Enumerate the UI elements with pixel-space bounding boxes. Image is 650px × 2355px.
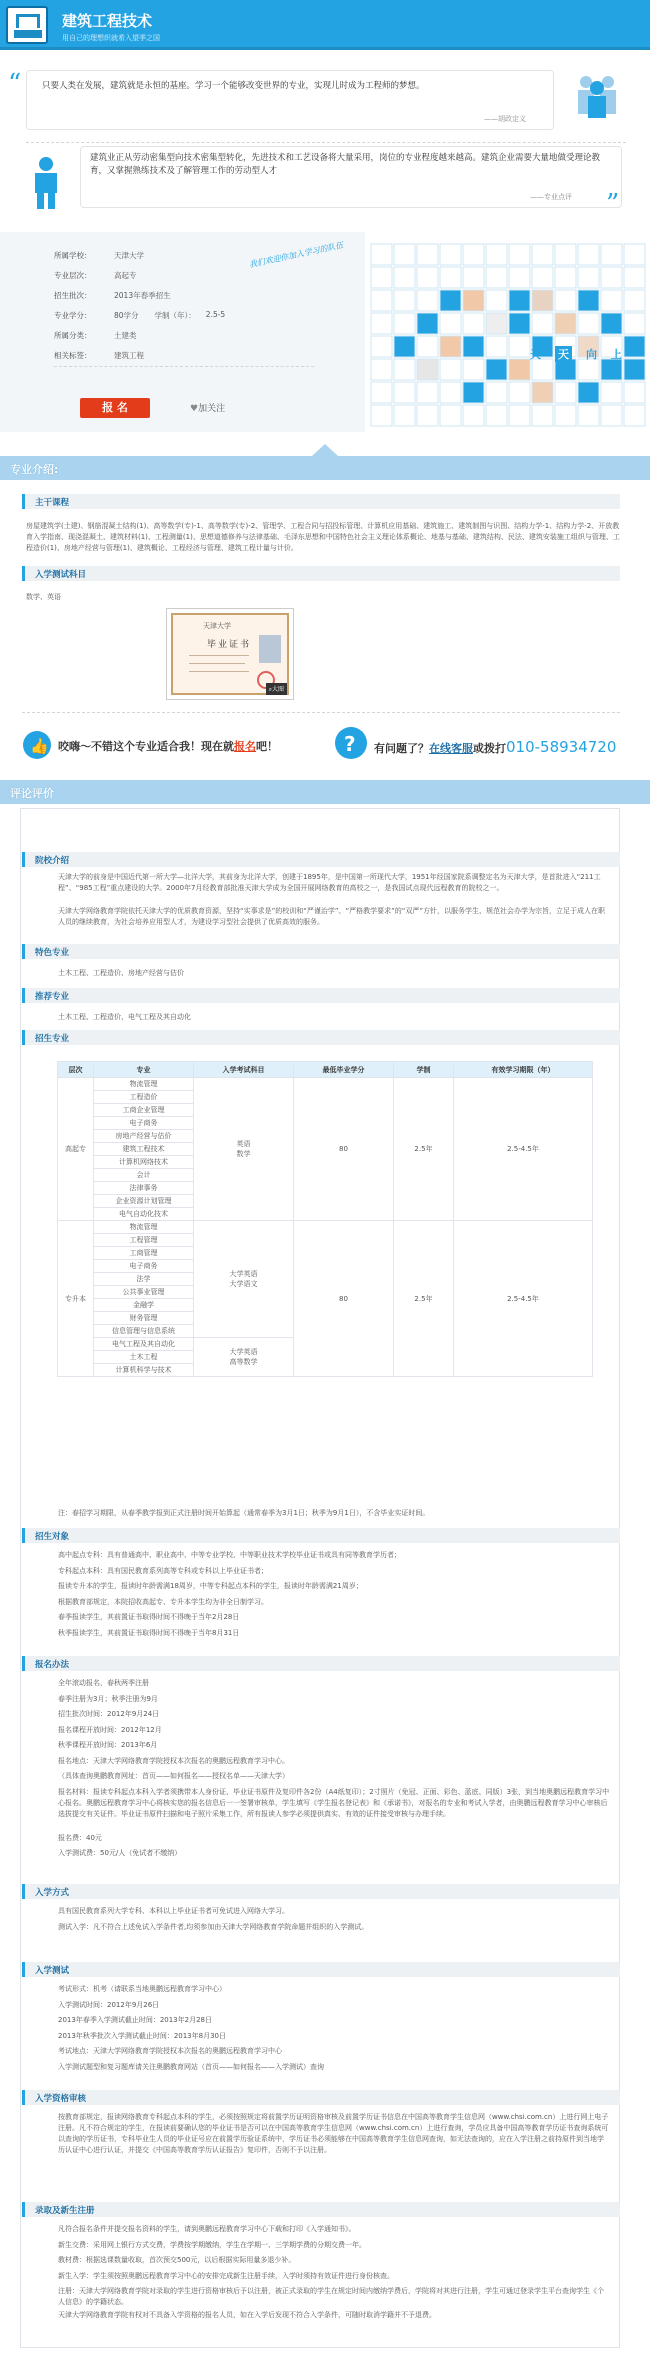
student-photo — [440, 336, 461, 357]
grid-cell — [555, 290, 576, 311]
grid-cell — [486, 405, 507, 426]
page-title: 建筑工程技术 — [62, 12, 153, 30]
major-cell: 法学 — [94, 1273, 194, 1286]
student-photo — [417, 359, 438, 380]
grid-cell — [486, 290, 507, 311]
major-cell: 工商企业管理 — [94, 1104, 194, 1117]
svg-text:👍: 👍 — [30, 737, 49, 755]
grid-cell — [440, 290, 461, 311]
grid-cell — [371, 267, 392, 288]
grid-cell — [509, 405, 530, 426]
divider — [22, 712, 620, 714]
grid-cell — [417, 336, 438, 357]
heart-icon: ♥ — [190, 404, 199, 414]
promo-bar: 👍 咬嗨～不错这个专业适合我！现在就报名吧！ ? 有问题了？在线客服或拨打010-58934720 — [22, 720, 620, 770]
divider — [26, 142, 626, 144]
quote-author: ——胡政定义 — [484, 115, 526, 123]
student-photo — [486, 313, 507, 334]
divider — [54, 366, 314, 368]
phone-number: 010-58934720 — [506, 738, 617, 756]
apply-button[interactable]: 报 名 — [80, 398, 150, 418]
major-cell: 计算机科学与技术 — [94, 1364, 194, 1377]
grid-cell — [624, 405, 645, 426]
search-icon: ⌕ — [268, 686, 272, 693]
grid-cell — [624, 382, 645, 403]
qualify-text: 按教育部规定，报读网络教育专科起点本科的学生，必须按照规定将前置学历证明资格审核及前置学历证书信息在中国高等教育学生信息网（www.chsi.com.cn）上进行网上电子注册。凡不符合规定的学生，在报读前要确认您的毕业证书是否可以在中国高等教育学生信息网（www.chsi.com.cn）上进行查询，学员应具备中国高等教育学历证书查询系统可以查询的学历证书，专科毕业生人员的毕业证号应在前置学历验证系统中，学历证书必须能够在中国高等教育学生信息网查询，如无法查询的，应在入学注册之前持原件到当地学历认证中心进行认证，并提交《中国高等教育学历认证报告》复印件，否则不予以注册。 — [58, 2113, 609, 2154]
grid-cell — [624, 359, 645, 380]
grid-cell — [578, 313, 599, 334]
question-icon — [334, 726, 368, 762]
grid-cell — [486, 244, 507, 265]
grid-cell — [394, 290, 415, 311]
grid-cell — [624, 336, 645, 357]
grid-cell — [578, 267, 599, 288]
quote-text: 只要人类在发展，建筑就是永恒的基座。学习一个能够改变世界的专业，实现儿时成为工程师的梦想。 — [42, 81, 425, 91]
grid-cell — [624, 313, 645, 334]
grid-cell — [601, 290, 622, 311]
major-cell: 工商管理 — [94, 1247, 194, 1260]
test-list: 考试形式：机考（请联系当地奥鹏远程教育学习中心） 入学测试时间：2012年9月26日 2013年春季入学测试截止时间：2013年2月28日 2013年秋季批次入学测试截止时间：2013年8月30日 考试地点：天津大学网络教育学院授权本次报名的奥鹏远程教育学习中心 入学测试题型和复习题库请关注奥鹏教育网站（首页——如何报名——入学测试）查询 — [58, 1985, 324, 2071]
favorite-button[interactable]: ♥加关注 — [190, 404, 226, 414]
grid-cell — [371, 244, 392, 265]
major-cell: 物流管理 — [94, 1221, 194, 1234]
years-cell: 2.5年 — [394, 1221, 454, 1377]
page-header — [0, 0, 650, 50]
grid-cell — [555, 382, 576, 403]
subheading-majors: 招生专业 — [22, 1030, 620, 1045]
quote-open-icon — [8, 70, 28, 94]
grid-cell — [624, 244, 645, 265]
major-cell: 金融学 — [94, 1299, 194, 1312]
info-row-level: 专业层次： 高起专 — [54, 271, 137, 280]
grid-cell — [440, 405, 461, 426]
quote-close-icon — [606, 190, 626, 216]
grid-cell — [371, 405, 392, 426]
subheading-method: 入学方式 — [22, 1884, 620, 1899]
grid-cell — [555, 267, 576, 288]
grid-cell — [371, 313, 392, 334]
grid-cell — [601, 313, 622, 334]
credit-cell: 80 — [294, 1221, 394, 1377]
grid-cell — [417, 244, 438, 265]
exam-cell: 大学英语 高等数学 — [194, 1338, 294, 1377]
subheading-school: 院校介绍 — [22, 852, 620, 867]
promo-apply-link[interactable]: 报名 — [234, 740, 256, 753]
student-photo — [509, 359, 530, 380]
grid-cell — [371, 359, 392, 380]
grid-cell — [486, 336, 507, 357]
recommended-text: 土木工程、工程造价、电气工程及其自动化 — [58, 1013, 191, 1021]
major-cell: 公共事业管理 — [94, 1286, 194, 1299]
subheading-admit: 录取及新生注册 — [22, 2202, 620, 2217]
review-author: ——专业点评 — [530, 193, 572, 201]
grid-cell — [509, 267, 530, 288]
table-header-row: 层次 专业 入学考试科目 最低毕业学分 学制 有效学习期限（年） — [58, 1062, 593, 1078]
section-header-comments: 评论评价 — [0, 780, 650, 804]
credit-cell: 80 — [294, 1078, 394, 1221]
photo-grid-svg — [365, 232, 650, 432]
subheading-exam: 入学测试科目 — [22, 566, 620, 581]
grid-cell — [371, 382, 392, 403]
grid-slogan: 天 天 向 上 — [530, 348, 622, 361]
major-cell: 电子商务 — [94, 1117, 194, 1130]
grid-cell — [624, 267, 645, 288]
major-cell: 电气工程及其自动化 — [94, 1338, 194, 1351]
grid-cell — [509, 313, 530, 334]
subheading-featured: 特色专业 — [22, 944, 620, 959]
method-list: 具有国民教育系列大学专科、本科以上毕业证书者可免试进入网络大学习。 测试入学：凡不符合上述免试入学条件者,均须参加由天津大学网络教育学院命题并组织的入学测试。 — [58, 1907, 369, 1931]
thumbs-up-icon — [22, 730, 52, 762]
exam-subjects: 数学、英语 — [26, 593, 61, 601]
online-service-link[interactable]: 在线客服 — [429, 742, 473, 755]
svg-text:“: “ — [8, 70, 22, 94]
grid-cell — [578, 382, 599, 403]
grid-cell — [417, 313, 438, 334]
building-logo-icon — [6, 6, 48, 44]
svg-text:?: ? — [344, 732, 356, 756]
grid-cell — [463, 336, 484, 357]
zoom-button[interactable]: ⌕大图 — [266, 683, 287, 695]
info-row-category: 所属分类： 土建类 — [54, 331, 137, 340]
info-row-batch: 招生批次： 2013年春季招生 — [54, 291, 171, 300]
grid-cell — [394, 382, 415, 403]
grid-cell — [509, 336, 530, 357]
promo-text: 咬嗨～不错这个专业适合我！现在就 — [58, 740, 234, 753]
grid-cell — [578, 405, 599, 426]
apply-list: 全年滚动报名，春秋两季注册 春季注册为3月；秋季注册为9月 招生批次时间：2012年9月24日 报名课程开放时间：2012年12月 秋季课程开放时间：2013年6月 报名地点：天津大学网络教育学院授权本次报名的奥鹏远程教育学习中心。 （具体查询奥鹏教育网址：首页——如何报名——授权名单——天津大学） 报名材料：报读专科起点本科入学者须携带本人身份证、毕业证书原件及复印件各2份（A4纸复印）；2寸照片（免冠、正面、彩色、蓝底、同版）3张，到当地奥鹏远程教育学习中心报名。奥鹏远程教育学习中心将核实您的报名信息后一一签署审核单，学生填写《学生报名登记表》和《承诺书》，对报名的专业和考试入学者，由奥鹏远程教育学习中心审核后选拔提交有关证件。毕业证书原件扫描和电子照片采集工作，所有报读人参学必须提供真实、有效的证件接受审核与办理手续。 报名费：40元 入学测试费：50元/人（免试者不缴纳） — [58, 1679, 610, 1857]
svg-text:”: ” — [606, 190, 620, 214]
major-cell: 建筑工程技术 — [94, 1143, 194, 1156]
photo-grid — [365, 232, 650, 432]
subheading-qualify: 入学资格审核 — [22, 2090, 620, 2105]
grid-cell — [394, 244, 415, 265]
grid-cell — [417, 267, 438, 288]
grid-cell — [509, 244, 530, 265]
featured-text: 土木工程、工程造价、房地产经营与估价 — [58, 969, 184, 977]
major-cell: 电气自动化技术 — [94, 1208, 194, 1221]
subheading-recommended: 推荐专业 — [22, 988, 620, 1003]
info-row-tags: 相关标签： 建筑工程 — [54, 351, 144, 360]
page-subtitle: 用自己的理想织就希入望季之国 — [62, 34, 160, 42]
grid-cell — [463, 313, 484, 334]
grid-cell — [624, 290, 645, 311]
person-icon — [28, 156, 64, 212]
grid-cell — [532, 359, 553, 380]
slogan-text: 我们欢迎你加入学习的队伍 — [248, 240, 345, 270]
school-intro-2: 天津大学网络教育学院依托天津大学的优质教育资源，坚持“实事求是”的校训和“严谨治学”、“严格教学要求”的“双严”方针，以服务学生、规范社会办学为宗旨，立足于成人在职人员的继续教育，为社会培养应用型人才，为建设学习型社会提供了优质高效的服务。 — [58, 907, 606, 926]
grid-cell — [463, 382, 484, 403]
grid-cell — [463, 405, 484, 426]
student-photo — [555, 313, 576, 334]
major-cell: 计算机网络技术 — [94, 1156, 194, 1169]
major-cell: 电子商务 — [94, 1260, 194, 1273]
grid-cell — [555, 359, 576, 380]
grid-cell — [440, 313, 461, 334]
grid-cell — [440, 267, 461, 288]
grid-cell — [555, 405, 576, 426]
grid-cell — [394, 405, 415, 426]
grid-cell — [371, 336, 392, 357]
period-cell: 2.5-4.5年 — [454, 1221, 593, 1377]
grid-cell — [601, 267, 622, 288]
student-photo — [532, 382, 553, 403]
grid-cell — [532, 313, 553, 334]
major-cell: 工程管理 — [94, 1234, 194, 1247]
grid-cell — [394, 359, 415, 380]
grid-cell — [509, 382, 530, 403]
grid-cell — [578, 244, 599, 265]
targets-list: 高中起点专科：具有普通高中、职业高中、中等专业学校、中等职业技术学校毕业证书或具有同等教育学历者； 专科起点本科：具有国民教育系列高等专科或专科以上毕业证书者； 报读专升本的学生，报读时年龄需满18周岁，中等专科起点本科的学生，报读时年龄需满21周岁； 根据教育部规定，本院招收高起专、专升本学生均为非全日制学习。 春季报读学生，其前置证书取得时间不得晚于当年2月28日 秋季报读学生，其前置证书取得时间不得晚于当年8月31日 — [58, 1551, 401, 1637]
grid-cell — [532, 244, 553, 265]
grid-cell — [394, 313, 415, 334]
major-cell: 会计 — [94, 1169, 194, 1182]
grid-cell — [601, 382, 622, 403]
student-photo — [532, 290, 553, 311]
grid-cell — [555, 244, 576, 265]
admit-list: 凡符合报名条件并提交报名资料的学生，请到奥鹏远程教育学习中心下载和打印《入学通知书》。 新生交费：采用网上银行方式交费，学费按学期缴纳，学生在学期一、三学期学费的分期交费一年。 教材费：根据选课数量收取，首次预交500元，以后根据实际用量多退少补。 新生入学：学生须按照奥鹏远程教育学习中心的安排完成新生注册手续，入学时须持有效证件进行身份核查。 注册：天津大学网络教育学院对录取的学生进行资格审核后予以注册，被正式录取的学生在规定时间内缴纳学费后，学院将对其进行注册，学生可通过登录学生平台查询学生《个人信息》的学籍状态。 天津大学网络教育学院有权对不具备入学资格的报名人员，如在入学后发现不符合入学条件，可随时取消学籍并不予退费。 — [58, 2225, 604, 2319]
years-cell: 2.5年 — [394, 1078, 454, 1221]
level-cell: 高起专 — [58, 1078, 94, 1221]
major-cell: 房地产经营与估价 — [94, 1130, 194, 1143]
student-photo — [463, 290, 484, 311]
school-intro-1: 天津大学的前身是中国近代第一所大学—北洋大学，其前身为北洋大学，创建于1895年，是中国第一所现代大学，1951年经国家院系调整定名为天津大学，是首批进入“211工程”、“985工程”重点建设的大学。2000年7月经教育部批准天津大学成为全国开展网络教育的高校之一，是我国试点现代远程教育的院校之一。 — [58, 873, 601, 892]
major-cell: 财务管理 — [94, 1312, 194, 1325]
grid-cell — [463, 244, 484, 265]
cert-photo — [259, 635, 281, 663]
grid-cell — [578, 290, 599, 311]
cert-school: 天津大学 — [203, 622, 231, 630]
grid-cell — [394, 267, 415, 288]
grid-cell — [440, 382, 461, 403]
table-note: 注：春招学习期限，从春季教学报到正式注册时间开始算起（通常春季为3月1日；秋季为9月1日），不含毕业实证时间。 — [58, 1509, 430, 1517]
info-row-credit: 专业学分： 80学分 学制（年）： 2.5-5 — [54, 310, 226, 320]
major-cell: 工程造价 — [94, 1091, 194, 1104]
grid-cell — [417, 382, 438, 403]
major-cell: 物流管理 — [94, 1078, 194, 1091]
major-cell: 土木工程 — [94, 1351, 194, 1364]
people-group-icon — [570, 74, 624, 120]
grid-cell — [486, 382, 507, 403]
grid-cell — [440, 359, 461, 380]
grid-cell — [601, 405, 622, 426]
grid-cell — [486, 359, 507, 380]
subheading-targets: 招生对象 — [22, 1528, 620, 1543]
majors-table — [57, 1061, 593, 1377]
table-row — [58, 1221, 593, 1234]
table-row — [58, 1078, 593, 1091]
grid-cell — [486, 267, 507, 288]
courses-text: 房屋建筑学(土建)、钢筋混凝土结构(1)、高等数学(专)-1、高等数学(专)-2、管理学、工程合同与招投标管理、计算机应用基础、建筑施工、建筑制图与识图、结构力学-1、结构力学-2、开放教育入学指南、现浇混凝土、建筑材料(1)、工程测量(1)、思想道德修养与法律基础、毛泽东思想和中国特色社会主义理论体系概论、地基与基础、建筑结构、民法、建筑安装施工组织与管理、工程造价(1)、房地产经营与管理(1)、建筑概论、工程经济与管理、建筑工程计量与计价。 — [26, 522, 620, 552]
grid-cell — [578, 359, 599, 380]
grid-cell — [394, 336, 415, 357]
info-row-school: 所属学校： 天津大学 — [54, 251, 144, 260]
subheading-apply: 报名办法 — [22, 1656, 620, 1671]
grid-cell — [509, 290, 530, 311]
subheading-test: 入学测试 — [22, 1962, 620, 1977]
review-text: 建筑业正从劳动密集型向技术密集型转化，先进技术和工艺设备将大量采用，岗位的专业程度越来越高。建筑企业需要大量地做受理论教育，又掌握熟练技术及了解管理工作的劳动型人才 — [90, 153, 601, 176]
grid-cell — [463, 267, 484, 288]
grid-cell — [371, 290, 392, 311]
period-cell: 2.5-4.5年 — [454, 1078, 593, 1221]
quote-box — [26, 70, 554, 130]
exam-cell: 英语 数学 — [194, 1078, 294, 1221]
exam-cell: 大学英语 大学语文 — [194, 1221, 294, 1338]
grid-cell — [440, 244, 461, 265]
grid-cell — [417, 405, 438, 426]
grid-cell — [532, 267, 553, 288]
major-cell: 企业资源计划管理 — [94, 1195, 194, 1208]
cert-title: 毕业证书 — [207, 640, 252, 650]
grid-cell — [417, 290, 438, 311]
certificate-image[interactable] — [166, 608, 294, 700]
major-cell: 信息管理与信息系统 — [94, 1325, 194, 1338]
subheading-courses: 主干课程 — [22, 494, 620, 509]
grid-cell — [532, 405, 553, 426]
grid-cell — [601, 359, 622, 380]
level-cell: 专升本 — [58, 1221, 94, 1377]
grid-cell — [601, 244, 622, 265]
section-header-intro: 专业介绍: — [0, 456, 650, 480]
grid-cell — [463, 359, 484, 380]
major-cell: 法律事务 — [94, 1182, 194, 1195]
